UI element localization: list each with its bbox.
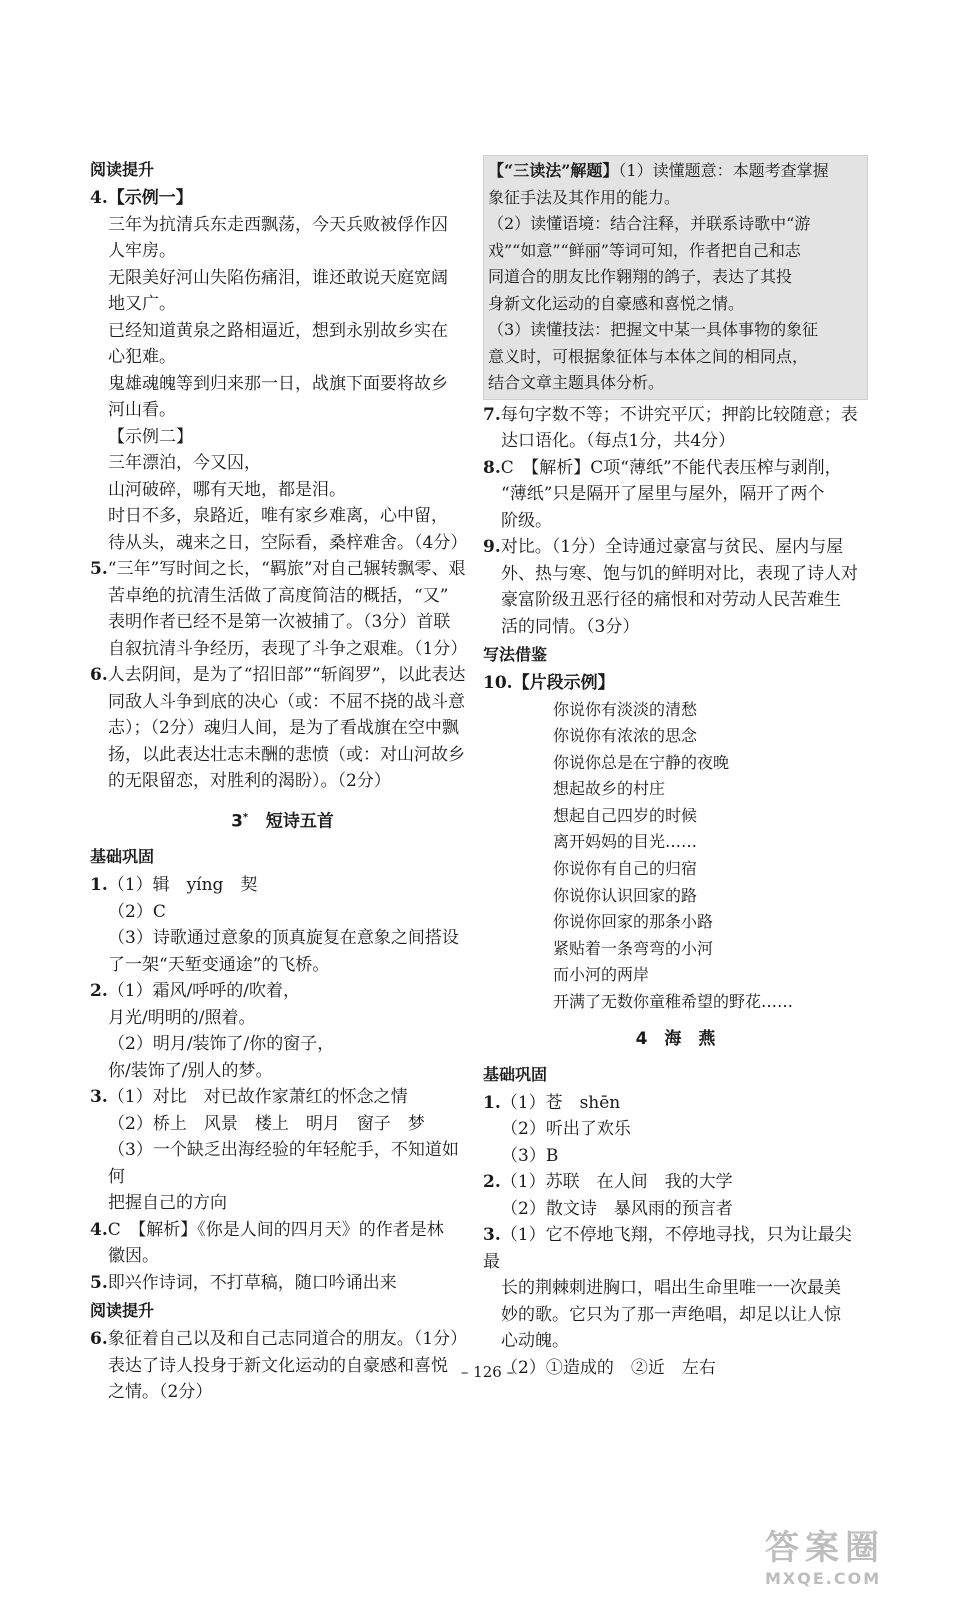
text-line: 苦卓绝的抗清生活做了高度简洁的概括，“又” (108, 585, 449, 606)
poem-line: 想起故乡的村庄 (553, 779, 666, 799)
poem-line: 离开妈妈的目光…… (553, 832, 698, 852)
question-1: 1.（1）辑 yíng 契 (90, 875, 258, 896)
left-column (90, 155, 475, 1406)
text-line: 同道合的朋友比作翱翔的鸽子，表达了其投 (488, 267, 793, 286)
question-6: 6.人去阴间，是为了“招旧部”“斩阎罗”，以此表达 (90, 665, 466, 685)
question-7: 7.每句字数不等；不讲究平仄；押韵比较随意；表 (483, 404, 858, 425)
text-line: 人牢房。 (108, 241, 176, 261)
text-line: 时日不多，泉路近，唯有家乡难离，心中留， (108, 506, 448, 526)
section-heading: 写法借鉴 (483, 645, 548, 664)
three-read-method-box (483, 155, 868, 400)
text-line: 的无限留恋，对胜利的渴盼）。（2分） (108, 771, 391, 791)
text-line: 豪富阶级丑恶行径的痛恨和对劳动人民苦难生 (501, 590, 841, 610)
question-6b: 6.象征着自己以及和自己志同道合的朋友。（1分） (90, 1329, 468, 1350)
question-4: 4.【示例一】 (90, 188, 193, 208)
text-line: 月光/明明的/照着。 (108, 1007, 256, 1028)
example-one (90, 212, 475, 557)
text-line: 三年漂泊，今又囚， (108, 453, 261, 473)
text-line: （3）读懂技法：把握文中某一具体事物的象征 (488, 320, 819, 339)
question-3: 3.（1）对比 对已故作家萧红的怀念之情 (90, 1087, 408, 1108)
lesson-title: 4 海 燕 (635, 1028, 716, 1049)
text-line: 同敌人斗争到底的决心（或：不屈不挠的战斗意 (108, 691, 465, 712)
text-line: 志）；（2分）魂归人间，是为了看战旗在空中飘 (108, 718, 459, 738)
text-line: （3）一个缺乏出海经验的年轻舵手，不知道如何 (108, 1140, 459, 1187)
question-10: 10.【片段示例】 (483, 673, 615, 693)
right-column (483, 155, 868, 1381)
text-line: 待从头，魂来之日，空际看，桑梓难舍。（4分） (108, 532, 468, 553)
text-line: 之情。（2分） (108, 1382, 213, 1403)
text-line: 长的荆棘刺进胸口，唱出生命里唯一一次最美 (501, 1278, 841, 1299)
poem-line: 想起自己四岁的时候 (553, 805, 698, 825)
poem-line: 你说你总是在宁静的夜晚 (553, 752, 730, 772)
text-line: 身新文化运动的自豪感和喜悦之情。 (488, 293, 745, 313)
text-line: （2）读懂语境：结合注释，并联系诗歌中“游 (488, 214, 811, 233)
question-9: 9.对比。（1分）全诗通过豪富与贫民、屋内与屋 (483, 537, 844, 557)
section-heading: 阅读提升 (90, 1301, 155, 1321)
text-line: （3）诗歌通过意象的顶真旋复在意象之间搭设 (108, 928, 459, 949)
text-line: 戏”“如意”“鲜丽”等词可知，作者把自己和志 (488, 240, 801, 260)
text-line: （2）①造成的 ②近 左右 (501, 1357, 716, 1378)
text-line: 你/装饰了/别人的梦。 (108, 1060, 273, 1081)
lesson-title: 3* 短诗五首 (231, 811, 334, 832)
text-line: 三年为抗清兵东走西飘荡，今天兵败被俘作囚 (108, 214, 448, 235)
example-two-tag: 【示例二】 (108, 426, 193, 447)
text-line: 了一架“天堑变通途”的飞桥。 (108, 954, 330, 975)
question-2: 2.（1）霜风/呼呼的/吹着， (90, 981, 301, 1002)
sample-poem (483, 697, 868, 1016)
text-line: 结合文章主题具体分析。 (488, 373, 665, 392)
text-line: 自叙抗清斗争经历，表现了斗争之艰难。（1分） (108, 638, 468, 659)
question-5b: 5.即兴作诗词，不打草稿，随口吟诵出来 (90, 1272, 397, 1293)
section-heading: 阅读提升 (90, 160, 155, 179)
text-line: （2）桥上 风景 楼上 明月 窗子 梦 (108, 1113, 425, 1134)
text-line: 表明作者已经不是第一次被捕了。（3分）首联 (108, 612, 451, 632)
text-line: （2）C (108, 901, 166, 922)
text-line: 心犯难。 (108, 347, 176, 367)
text-line: 妙的歌。它只为了那一声绝唱，却足以让人惊 (501, 1304, 841, 1325)
text-line: 河山看。 (108, 400, 176, 420)
text-line: 徽因。 (108, 1246, 159, 1267)
section-heading: 基础巩固 (90, 847, 155, 867)
text-line: 已经知道黄泉之路相逼近，想到永别故乡实在 (108, 320, 448, 341)
text-line: 鬼雄魂魄等到归来那一日，战旗下面要将故乡 (108, 373, 448, 394)
text-line: 表达了诗人投身于新文化运动的自豪感和喜悦 (108, 1355, 448, 1376)
poem-line: 你说你认识回家的路 (553, 885, 698, 905)
text-line: 达口语化。（每点1分，共4分） (501, 431, 736, 451)
poem-line: 开满了无数你童稚希望的野花…… (553, 992, 794, 1012)
text-line: 把握自己的方向 (108, 1193, 227, 1214)
question-4b: 4.C 【解析】《你是人间的四月天》的作者是林 (90, 1219, 444, 1240)
text-line: 扬，以此表达壮志未酬的悲愤（或：对山河故乡 (108, 744, 465, 765)
text-line: （2）散文诗 暴风雨的预言者 (501, 1198, 733, 1219)
text-line: 外、热与寒、饱与饥的鲜明对比，表现了诗人对 (501, 563, 858, 584)
watermark-main: 答案圈 (765, 1528, 885, 1568)
question-3: 3.（1）它不停地飞翔，不停地寻找，只为让最尖最 (483, 1225, 852, 1272)
page-number: – 126 – (460, 1363, 515, 1381)
poem-line: 你说你有自己的归宿 (553, 859, 698, 879)
section-heading: 基础巩固 (483, 1064, 548, 1084)
text-line: 【“三读法”解题】（1）读懂题意：本题考查掌握 (488, 161, 829, 180)
watermark-sub: MXQE.COM (765, 1569, 882, 1588)
text-line: （2）听出了欢乐 (501, 1119, 631, 1140)
text-line: （2）明月/装饰了/你的窗子， (108, 1034, 335, 1055)
text-line: （3）B (501, 1145, 559, 1166)
text-line: 无限美好河山失陷伤痛泪，谁还敢说天庭宽阔 (108, 267, 448, 288)
question-5: 5.“三年”写时间之长，“羁旅”对自己辗转飘零、艰 (90, 559, 466, 579)
text-line: 意义时，可根据象征体与本体之间的相同点， (488, 346, 809, 366)
text-line: 心动魄。 (501, 1331, 569, 1352)
text-line: 地又广。 (108, 294, 176, 314)
question-1: 1.（1）苍 shēn (483, 1092, 621, 1113)
poem-line: 你说你有浓浓的思念 (553, 726, 698, 746)
poem-line: 而小河的两岸 (553, 965, 650, 985)
text-line: 象征手法及其作用的能力。 (488, 187, 681, 207)
text-line: 活的同情。（3分） (501, 616, 640, 637)
question-8: 8.C 【解析】C项“薄纸”不能代表压榨与剥削， (483, 457, 842, 478)
poem-line: 紧贴着一条弯弯的小河 (553, 938, 714, 958)
text-line: 山河破碎，哪有天地，都是泪。 (108, 479, 346, 500)
question-2: 2.（1）苏联 在人间 我的大学 (483, 1172, 733, 1193)
text-line: “薄纸”只是隔开了屋里与屋外，隔开了两个 (501, 484, 825, 504)
watermark-logo (765, 1520, 945, 1588)
poem-line: 你说你有淡淡的清愁 (553, 699, 698, 719)
poem-line: 你说你回家的那条小路 (553, 912, 714, 932)
text-line: 阶级。 (501, 510, 552, 531)
